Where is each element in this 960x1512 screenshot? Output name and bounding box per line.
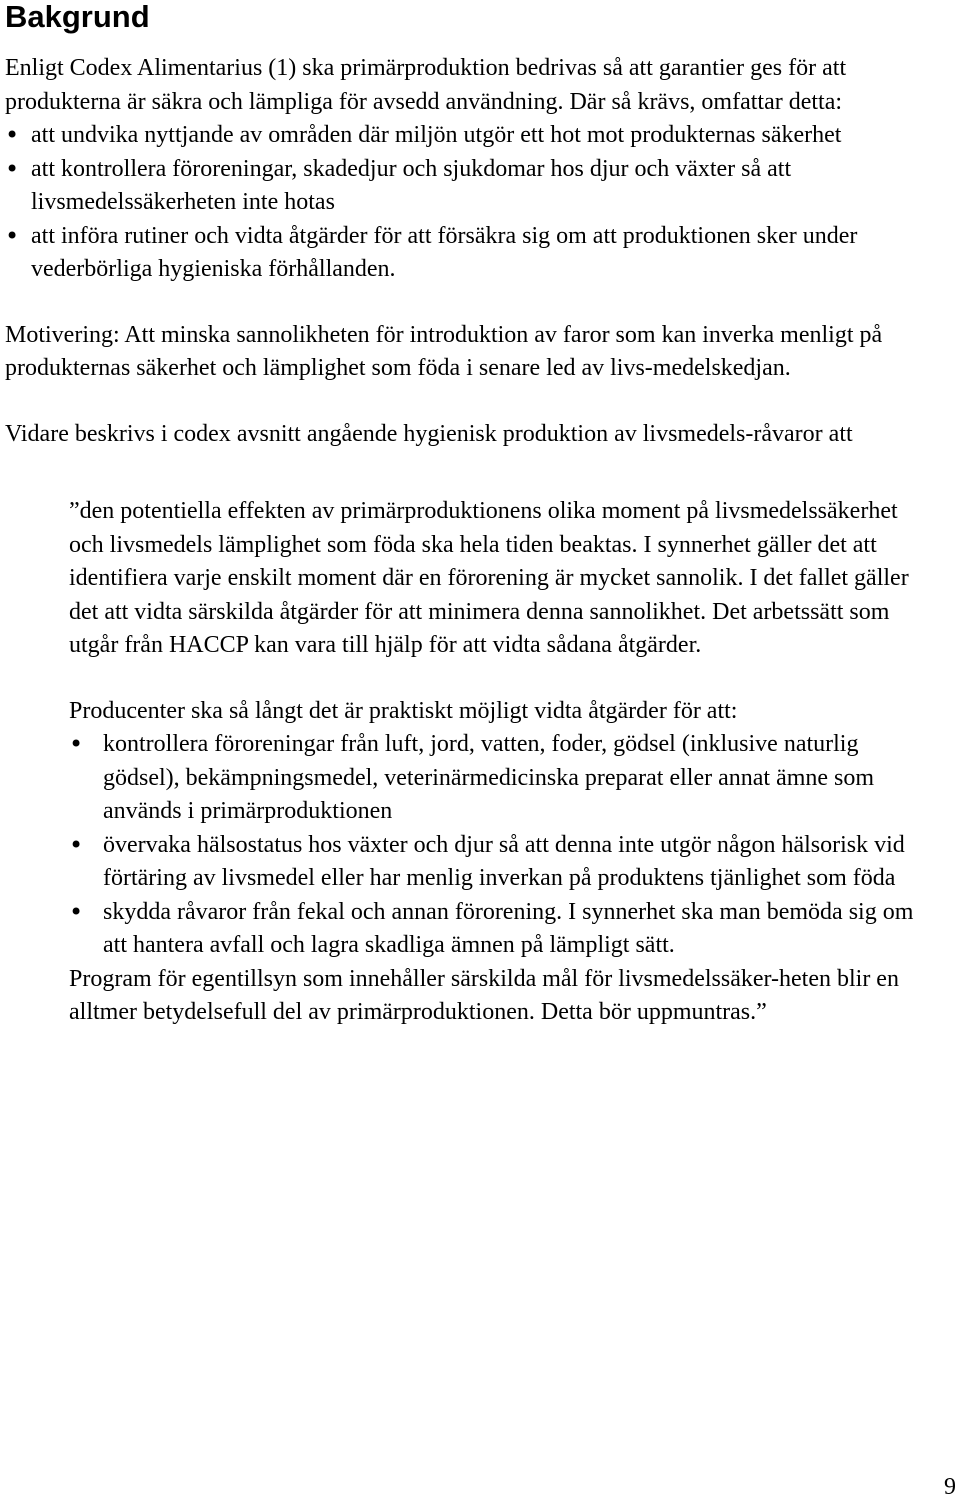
list-item-text: övervaka hälsostatus hos växter och djur så att denna inte utgör någon hälsorisk vid förtäring av livsmedel eller har menlig inverkan på produktens tjänlighet som föda — [103, 831, 905, 891]
requirements-list — [5, 119, 955, 287]
list-item-text: att undvika nyttjande av områden där miljön utgör ett hot mot produkternas säkerhet — [31, 122, 842, 148]
bullet-icon: • — [69, 897, 84, 926]
bullet-icon: • — [69, 730, 84, 758]
bullet-icon: • — [5, 121, 20, 149]
list-item — [69, 896, 929, 963]
document-page — [5, 0, 955, 1030]
producer-paragraph: Producenter ska så långt det är praktiskt möjligt vidta åtgärder för att: — [69, 697, 738, 724]
page-number: 9 — [944, 1474, 956, 1500]
bullet-icon: • — [69, 830, 84, 859]
list-item — [5, 119, 955, 153]
list-item — [5, 153, 955, 220]
quote-paragraph: ”den potentiella effekten av primärproduktionens olika moment på livsmedelssäkerhet och livsmedels lämplighet som föda ska hela tiden beaktas. I synnerhet gäller det att identifiera varje enskilt moment där en förorening är mycket sannolik. I det fallet gäller det att vidta särskilda åtgärder för att minimera denna sannolikhet. Det arbetssätt som utgår från HACCP kan vara till hjälp för att vidta sådana åtgärder. — [69, 498, 909, 658]
producer-measures-list — [69, 728, 929, 963]
list-item-text: att kontrollera föroreningar, skadedjur och sjukdomar hos djur och växter så att livsmedelssäkerheten inte hotas — [31, 155, 792, 215]
list-item-text: kontrollera föroreningar från luft, jord, vatten, foder, gödsel (inklusive naturlig gödsel), bekämpningsmedel, veterinärmedicinska preparat eller annat ämne som används i primärproduktionen — [103, 731, 875, 824]
intro-paragraph: Enligt Codex Alimentarius (1) ska primärproduktion bedrivas så att garantier ges för att produkterna är säkra och lämpliga för avsedd användning. Där så krävs, omfattar detta: — [5, 55, 847, 115]
codex-quote — [69, 495, 929, 1030]
bullet-icon: • — [5, 221, 20, 250]
quote-closing-paragraph: Program för egentillsyn som innehåller särskilda mål för livsmedelssäker-heten blir en alltmer betydelsefull del av primärproduktionen. Detta bör uppmuntras.” — [69, 965, 899, 1025]
list-item-text: att införa rutiner och vidta åtgärder för att försäkra sig om att produktionen sker under vederbörliga hygieniska förhållanden. — [31, 222, 858, 282]
list-item-text: skydda råvaror från fekal och annan förorening. I synnerhet ska man bemöda sig om att hantera avfall och lagra skadliga ämnen på lämpligt sätt. — [103, 898, 914, 958]
list-item — [69, 728, 929, 829]
list-item — [69, 829, 929, 896]
codex-intro-paragraph: Vidare beskrivs i codex avsnitt angående hygienisk produktion av livsmedels-råvaror att — [5, 420, 853, 447]
bullet-icon: • — [5, 154, 20, 183]
list-item — [5, 220, 955, 287]
section-heading: Bakgrund — [5, 0, 150, 34]
motivation-paragraph: Motivering: Att minska sannolikheten för introduktion av faror som kan inverka menligt på produkternas säkerhet och lämplighet som föda i senare led av livs-medelskedjan. — [5, 321, 883, 381]
